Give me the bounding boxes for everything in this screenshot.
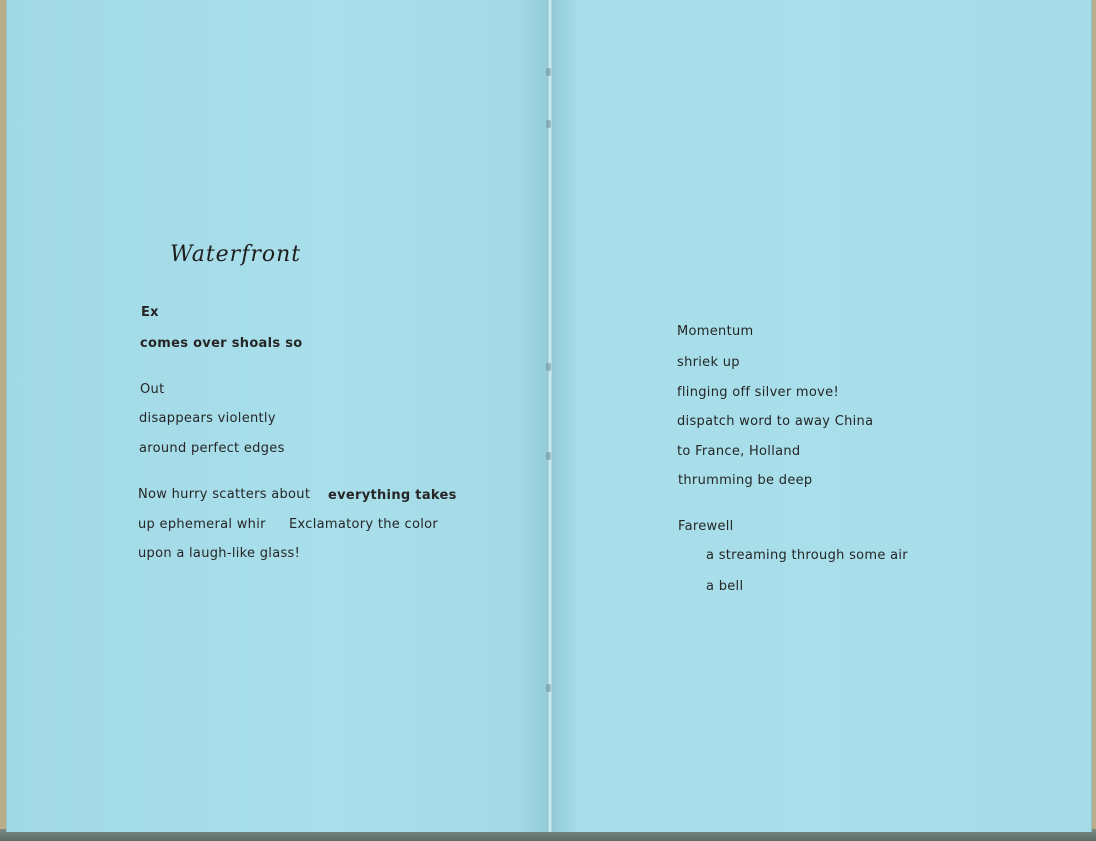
binding-stitch bbox=[546, 363, 551, 371]
poem-line: up ephemeral whir bbox=[138, 517, 266, 532]
poem-line: upon a laugh-like glass! bbox=[138, 546, 301, 561]
poem-line: around perfect edges bbox=[139, 441, 285, 456]
poem-line: comes over shoals so bbox=[140, 336, 303, 351]
poem-title: Waterfront bbox=[170, 242, 302, 267]
poem-line: Out bbox=[140, 382, 165, 397]
poem-line: disappears violently bbox=[139, 411, 276, 426]
poem-line: Ex bbox=[141, 305, 159, 320]
poem-line: Momentum bbox=[677, 324, 754, 339]
poem-line: a streaming through some air bbox=[706, 548, 908, 563]
poem-line: everything takes bbox=[328, 488, 457, 503]
poem-line: thrumming be deep bbox=[678, 473, 813, 488]
binding-stitch bbox=[546, 120, 551, 128]
poem-line: dispatch word to away China bbox=[677, 414, 874, 429]
poem-line: to France, Holland bbox=[677, 444, 801, 459]
left-page bbox=[6, 0, 550, 832]
binding-stitch bbox=[546, 684, 551, 692]
poem-line: a bell bbox=[706, 579, 744, 594]
binding-stitch bbox=[546, 452, 551, 460]
poem-line: shriek up bbox=[677, 355, 740, 370]
poem-line: Exclamatory the color bbox=[289, 517, 439, 532]
poem-line: Farewell bbox=[678, 519, 734, 534]
poem-line: flinging off silver move! bbox=[677, 385, 839, 400]
binding-stitch bbox=[546, 68, 551, 76]
poem-line: Now hurry scatters about bbox=[138, 487, 311, 502]
